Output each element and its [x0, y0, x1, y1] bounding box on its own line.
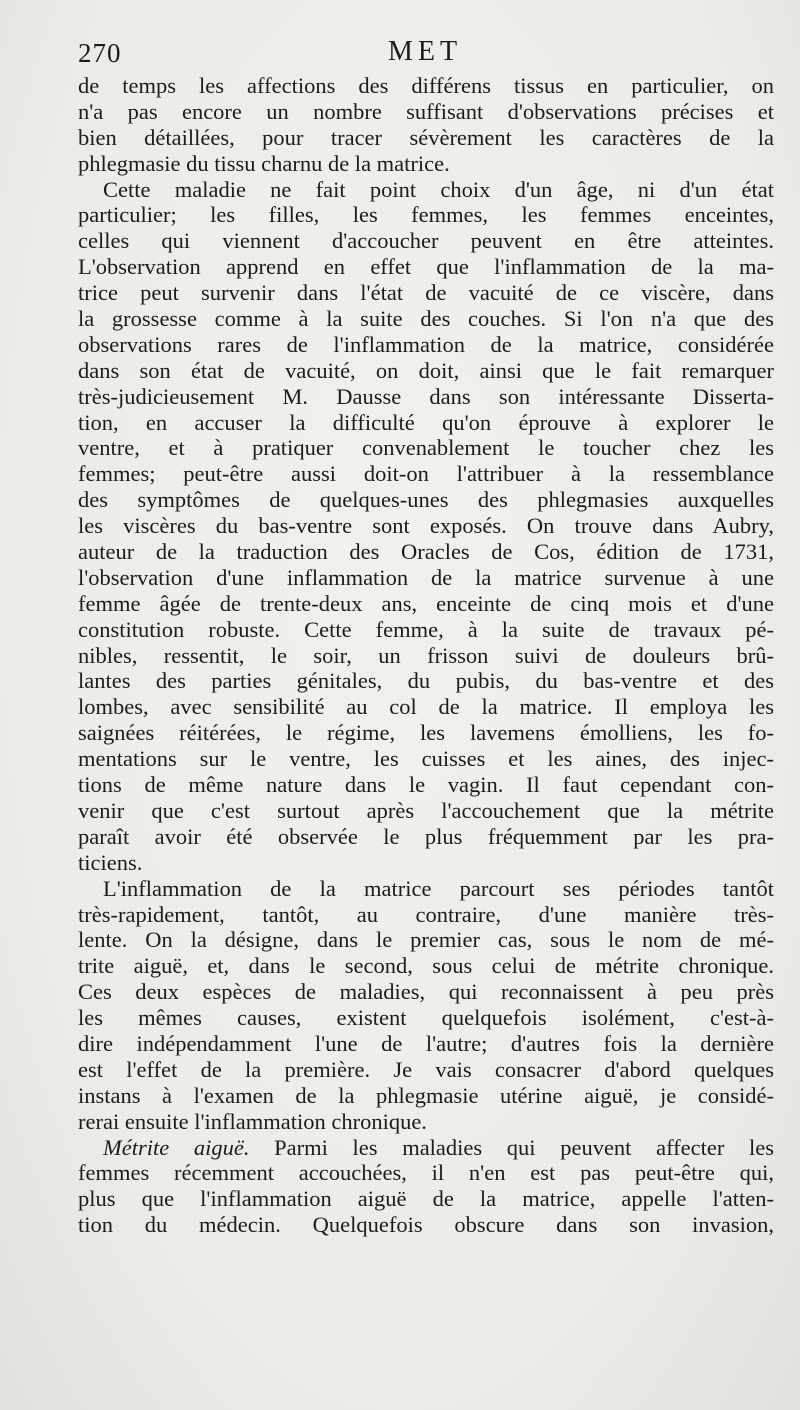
- text-line: [78, 228, 774, 254]
- line-text: L'observation apprend en effet que l'inflammation de la ma-: [78, 254, 774, 280]
- line-text: tion du médecin. Quelquefois obscure dans son invasion,: [78, 1212, 774, 1238]
- text-line: [78, 746, 774, 772]
- text-line: [78, 1083, 774, 1109]
- text-line: [78, 254, 774, 280]
- line-text: plus que l'inflammation aiguë de la matrice, appelle l'atten-: [78, 1186, 774, 1212]
- line-text: rerai ensuite l'inflammation chronique.: [78, 1108, 427, 1134]
- line-text: très-judicieusement M. Dausse dans son intéressante Disserta-: [78, 383, 774, 409]
- text-line: [78, 1160, 774, 1186]
- text-line: [78, 151, 774, 177]
- text-line: [78, 73, 774, 99]
- line-text: des symptômes de quelques-unes des phlegmasies auxquelles: [78, 487, 774, 513]
- line-text: tions de même nature dans le vagin. Il faut cependant con-: [78, 772, 774, 798]
- text-line: [78, 280, 774, 306]
- line-text: les viscères du bas-ventre sont exposés. On trouve dans Aubry,: [78, 513, 774, 539]
- text-line: [78, 1109, 774, 1135]
- text-line: [78, 358, 774, 384]
- text-line: [78, 513, 774, 539]
- text-line: [78, 1212, 774, 1238]
- text-line: [78, 125, 774, 151]
- line-text: de temps les affections des différens tissus en particulier, on: [78, 73, 774, 98]
- line-text: lombes, avec sensibilité au col de la matrice. Il employa les: [78, 694, 774, 720]
- text-line: [78, 435, 774, 461]
- page-number: 270: [78, 38, 122, 68]
- line-text: Cette maladie ne fait point choix d'un âge, ni d'un état: [103, 176, 774, 202]
- text-line: [78, 1186, 774, 1212]
- line-text: femmes; peut-être aussi doit-on l'attribuer à la ressemblance: [78, 461, 774, 487]
- line-text: bien détaillées, pour tracer sévèrement les caractères de la: [78, 124, 774, 150]
- text-line: [78, 850, 774, 876]
- text-line: [78, 306, 774, 332]
- text-line: [78, 177, 774, 203]
- text-line: [78, 591, 774, 617]
- line-text: L'inflammation de la matrice parcourt ses périodes tantôt: [103, 875, 774, 901]
- text-line: [78, 539, 774, 565]
- text-line: [78, 384, 774, 410]
- line-text: mentations sur le ventre, les cuisses et les aines, des injec-: [78, 746, 774, 772]
- line-text: n'a pas encore un nombre suffisant d'observations précises et: [78, 98, 774, 124]
- text-line: [78, 461, 774, 487]
- line-text: paraît avoir été observée le plus fréquemment par les pra-: [78, 823, 774, 849]
- text-line: [78, 1135, 774, 1161]
- line-text: trite aiguë, et, dans le second, sous celui de métrite chronique.: [78, 953, 774, 979]
- page-header: [78, 36, 772, 72]
- text-line: [78, 668, 774, 694]
- text-line: [78, 902, 774, 928]
- line-text: lente. On la désigne, dans le premier cas, sous le nom de mé-: [78, 927, 774, 953]
- line-text: celles qui viennent d'accoucher peuvent en être atteintes.: [78, 228, 774, 254]
- text-line: [78, 617, 774, 643]
- line-text: l'observation d'une inflammation de la matrice survenue à une: [78, 564, 774, 590]
- text-line: [78, 953, 774, 979]
- line-text: venir que c'est surtout après l'accouchement que la métrite: [78, 797, 774, 823]
- line-text: ventre, et à pratiquer convenablement le toucher chez les: [78, 435, 774, 461]
- line-text: la grossesse comme à la suite des couches. Si l'on n'a que des: [78, 306, 774, 332]
- line-text: dire indépendamment l'une de l'autre; d'autres fois la dernière: [78, 1030, 774, 1056]
- text-line: [78, 772, 774, 798]
- text-line: [78, 927, 774, 953]
- line-text: constitution robuste. Cette femme, à la suite de travaux pé-: [78, 616, 774, 642]
- line-text: ticiens.: [78, 849, 143, 875]
- line-text: phlegmasie du tissu charnu de la matrice.: [78, 150, 450, 176]
- line-text: femme âgée de trente-deux ans, enceinte de cinq mois et d'une: [78, 590, 774, 616]
- line-text: tion, en accuser la difficulté qu'on éprouve à explorer le: [78, 409, 774, 435]
- text-line: [78, 332, 774, 358]
- line-text: Parmi les maladies qui peuvent affecter les: [249, 1134, 774, 1160]
- running-title: MET: [387, 36, 463, 67]
- text-line: [78, 99, 774, 125]
- line-text: femmes récemment accouchées, il n'en est pas peut-être qui,: [78, 1160, 774, 1186]
- line-text: particulier; les filles, les femmes, les femmes enceintes,: [78, 202, 774, 228]
- text-line: [78, 979, 774, 1005]
- text-line: [78, 1005, 774, 1031]
- text-line: [78, 798, 774, 824]
- line-text: trice peut survenir dans l'état de vacuité de ce viscère, dans: [78, 280, 774, 306]
- text-line: [78, 202, 774, 228]
- line-text: saignées réitérées, le régime, les lavemens émolliens, les fo-: [78, 720, 774, 746]
- line-text: nibles, ressentit, le soir, un frisson suivi de douleurs brû-: [78, 642, 774, 668]
- line-text: très-rapidement, tantôt, au contraire, d'une manière très-: [78, 901, 774, 927]
- text-line: [78, 1057, 774, 1083]
- line-text: auteur de la traduction des Oracles de Cos, édition de 1731,: [78, 539, 774, 565]
- line-text: Ces deux espèces de maladies, qui reconnaissent à peu près: [78, 979, 774, 1005]
- body-text: [78, 73, 774, 1238]
- section-heading: Métrite aiguë.: [103, 1134, 250, 1160]
- line-text: lantes des parties génitales, du pubis, du bas-ventre et des: [78, 668, 774, 694]
- text-line: [78, 565, 774, 591]
- line-text: instans à l'examen de la phlegmasie utérine aiguë, je considé-: [78, 1082, 774, 1108]
- text-line: [78, 1031, 774, 1057]
- text-line: [78, 487, 774, 513]
- text-line: [78, 876, 774, 902]
- text-line: [78, 410, 774, 436]
- line-text: dans son état de vacuité, on doit, ainsi que le fait remarquer: [78, 357, 774, 383]
- line-text: est l'effet de la première. Je vais consacrer d'abord quelques: [78, 1056, 774, 1082]
- text-line: [78, 643, 774, 669]
- text-line: [78, 824, 774, 850]
- line-text: les mêmes causes, existent quelquefois isolément, c'est-à-: [78, 1005, 774, 1031]
- line-text: observations rares de l'inflammation de la matrice, considérée: [78, 331, 774, 357]
- text-line: [78, 694, 774, 720]
- text-line: [78, 720, 774, 746]
